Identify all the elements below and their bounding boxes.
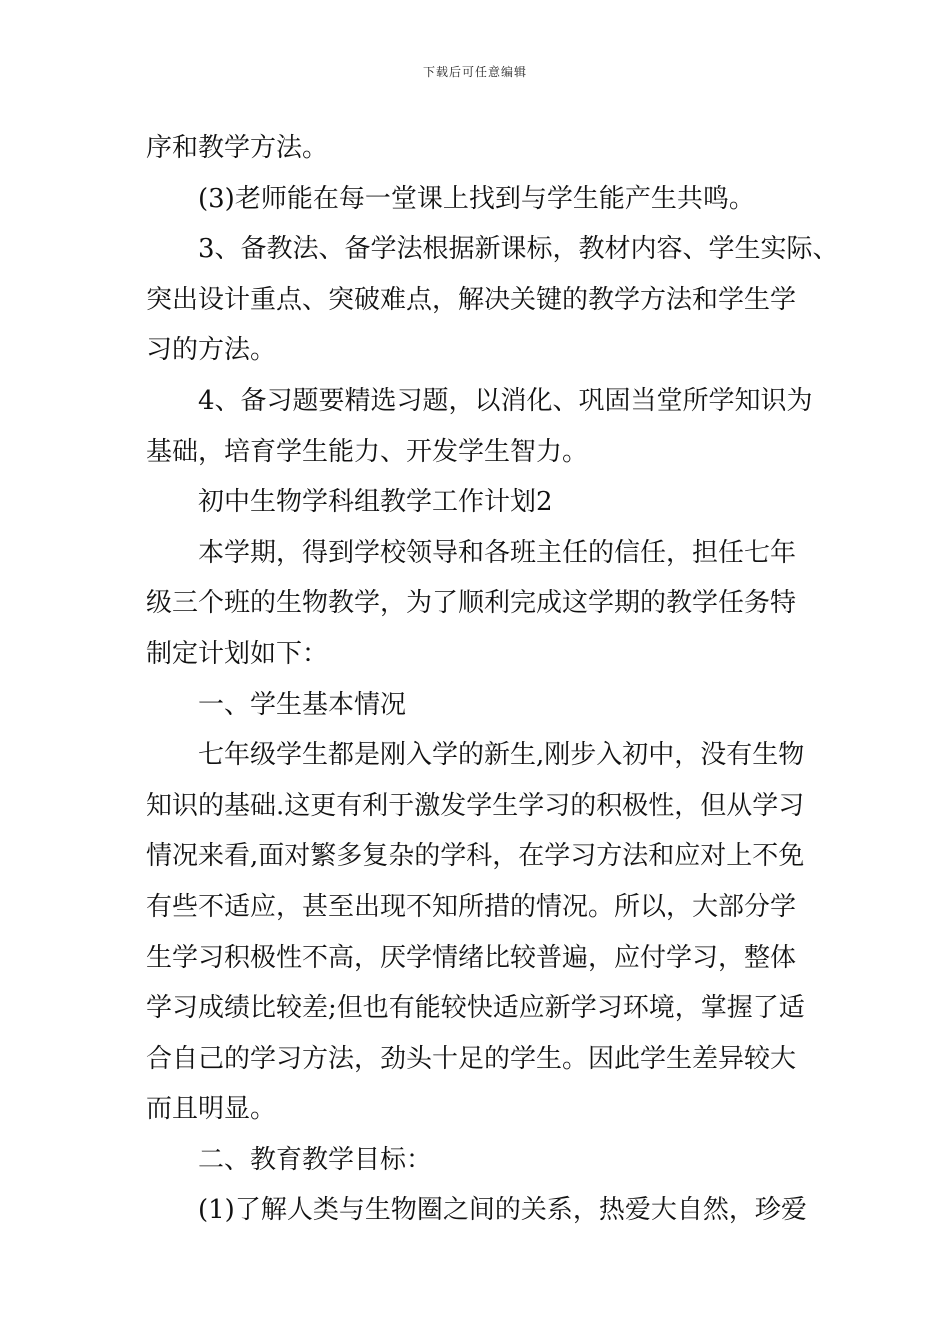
text-line: 习的方法。 bbox=[146, 335, 277, 366]
section-heading: 一、学生基本情况 bbox=[198, 689, 407, 720]
section-heading: 二、教育教学目标： bbox=[198, 1144, 433, 1175]
text-line: 3、备教法、备学法根据新课标，教材内容、学生实际、 bbox=[198, 234, 839, 265]
text-line: 突出设计重点、突破难点，解决关键的教学方法和学生学 bbox=[146, 284, 797, 315]
text-line: 知识的基础.这更有利于激发学生学习的积极性，但从学习 bbox=[146, 790, 805, 821]
text-line: 七年级学生都是刚入学的新生,刚步入初中，没有生物 bbox=[198, 740, 805, 771]
text-line: (1)了解人类与生物圈之间的关系，热爱大自然，珍爱 bbox=[198, 1195, 807, 1226]
text-line: 制定计划如下： bbox=[146, 638, 329, 669]
text-line: 序和教学方法。 bbox=[146, 133, 329, 163]
text-line: 而且明显。 bbox=[146, 1094, 277, 1125]
document-body bbox=[146, 123, 839, 1236]
page-header: 下载后可任意编辑 bbox=[422, 65, 527, 79]
text-line: 有些不适应，甚至出现不知所措的情况。所以，大部分学 bbox=[146, 891, 797, 922]
text-line: 情况来看,面对繁多复杂的学科，在学习方法和应对上不免 bbox=[146, 841, 805, 872]
text-line: (3)老师能在每一堂课上找到与学生能产生共鸣。 bbox=[198, 183, 755, 214]
text-line: 本学期，得到学校领导和各班主任的信任，担任七年 bbox=[198, 537, 797, 568]
text-line: 级三个班的生物教学，为了顺利完成这学期的教学任务特 bbox=[146, 588, 797, 619]
text-line: 生学习积极性不高，厌学情绪比较普遍，应付学习，整体 bbox=[146, 942, 797, 973]
text-line: 合自己的学习方法，劲头十足的学生。因此学生差异较大 bbox=[146, 1043, 797, 1074]
section-title: 初中生物学科组教学工作计划2 bbox=[198, 487, 553, 518]
text-line: 基础，培育学生能力、开发学生智力。 bbox=[146, 436, 589, 467]
text-line: 4、备习题要精选习题，以消化、巩固当堂所学知识为 bbox=[198, 385, 813, 416]
text-line: 学习成绩比较差;但也有能较快适应新学习环境，掌握了适 bbox=[146, 993, 805, 1024]
